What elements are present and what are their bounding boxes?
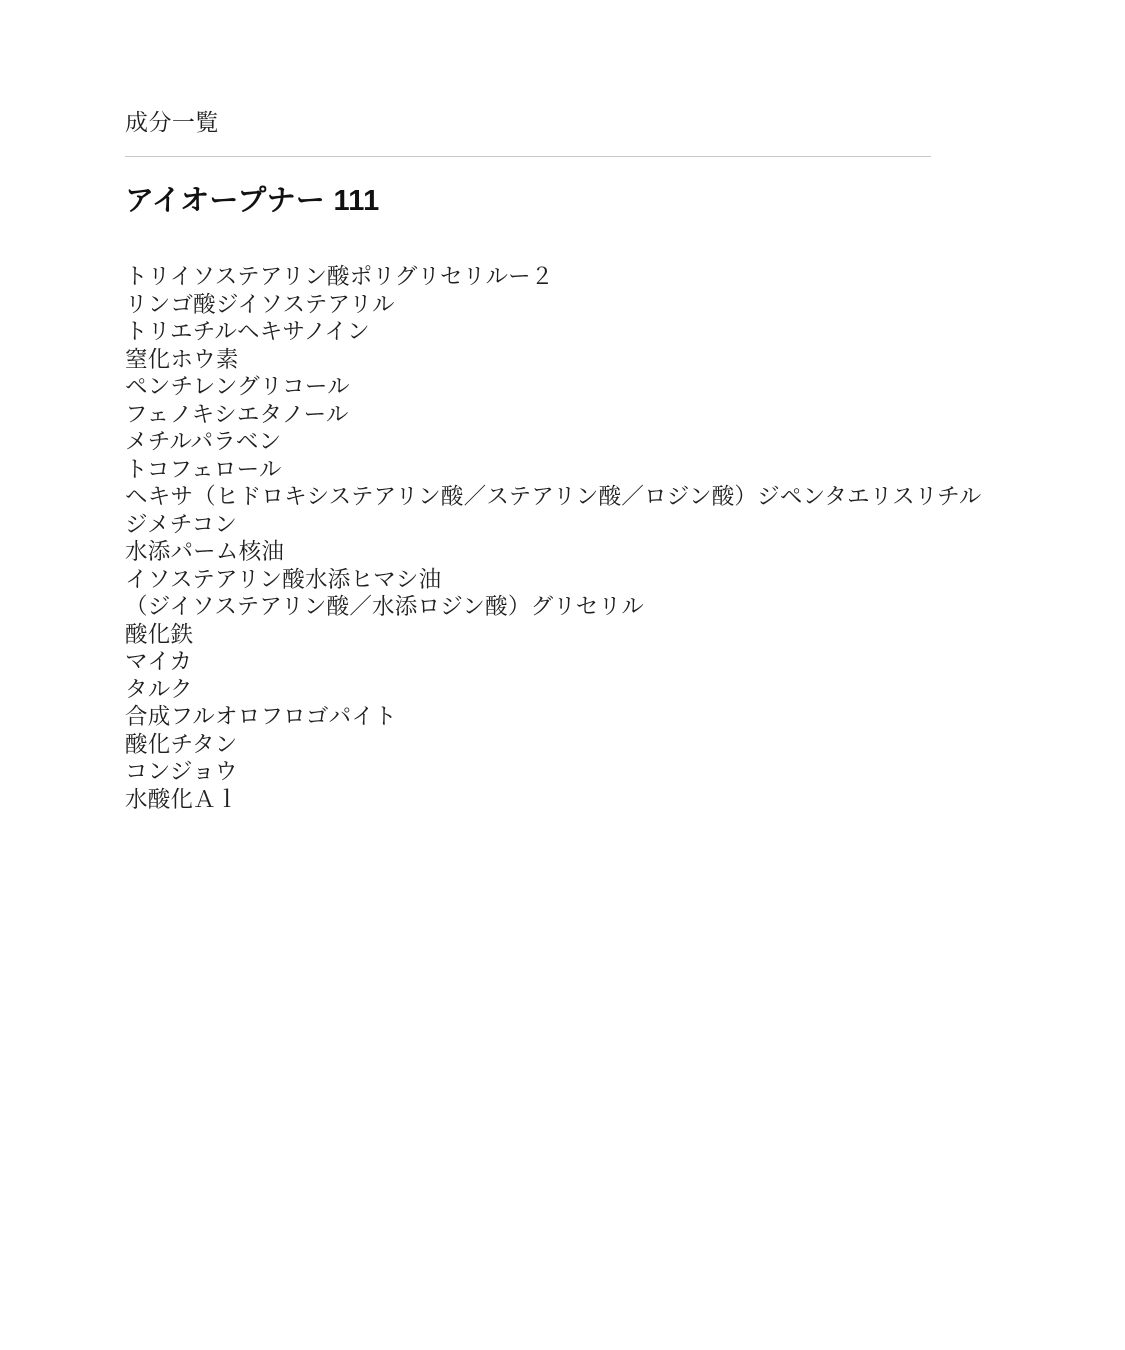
list-item: 酸化鉄 [125,621,194,647]
list-item: トリイソステアリン酸ポリグリセリルー２ [125,264,554,290]
section-label: 成分一覧 [125,109,219,135]
list-item: コンジョウ [125,759,238,785]
list-item: 窒化ホウ素 [125,346,239,372]
list-item: フェノキシエタノール [125,401,349,427]
list-item: ペンチレングリコール [125,374,350,400]
list-item: 合成フルオロフロゴパイト [125,704,397,730]
product-title: アイオープナー 111 [125,184,380,217]
header-divider [125,156,931,157]
list-item: イソステアリン酸水添ヒマシ油 [125,566,442,592]
list-item: タルク [125,676,193,702]
list-item: ヘキサ（ヒドロキシステアリン酸／ステアリン酸／ロジン酸）ジペンタエリスリチル [125,484,982,510]
list-item: トリエチルヘキサノイン [125,319,370,345]
list-item: 水酸化Ａｌ [125,786,239,812]
ingredient-list [125,263,1000,813]
list-item: マイカ [125,649,193,675]
list-item: トコフェロール [125,456,282,482]
list-item: （ジイソステアリン酸／水添ロジン酸）グリセリル [125,594,644,620]
list-item: 水添パーム核油 [125,539,285,565]
list-item: リンゴ酸ジイソステアリル [125,291,395,317]
list-item: メチルパラベン [125,429,282,455]
list-item: ジメチコン [125,511,238,537]
list-item: 酸化チタン [125,731,238,757]
